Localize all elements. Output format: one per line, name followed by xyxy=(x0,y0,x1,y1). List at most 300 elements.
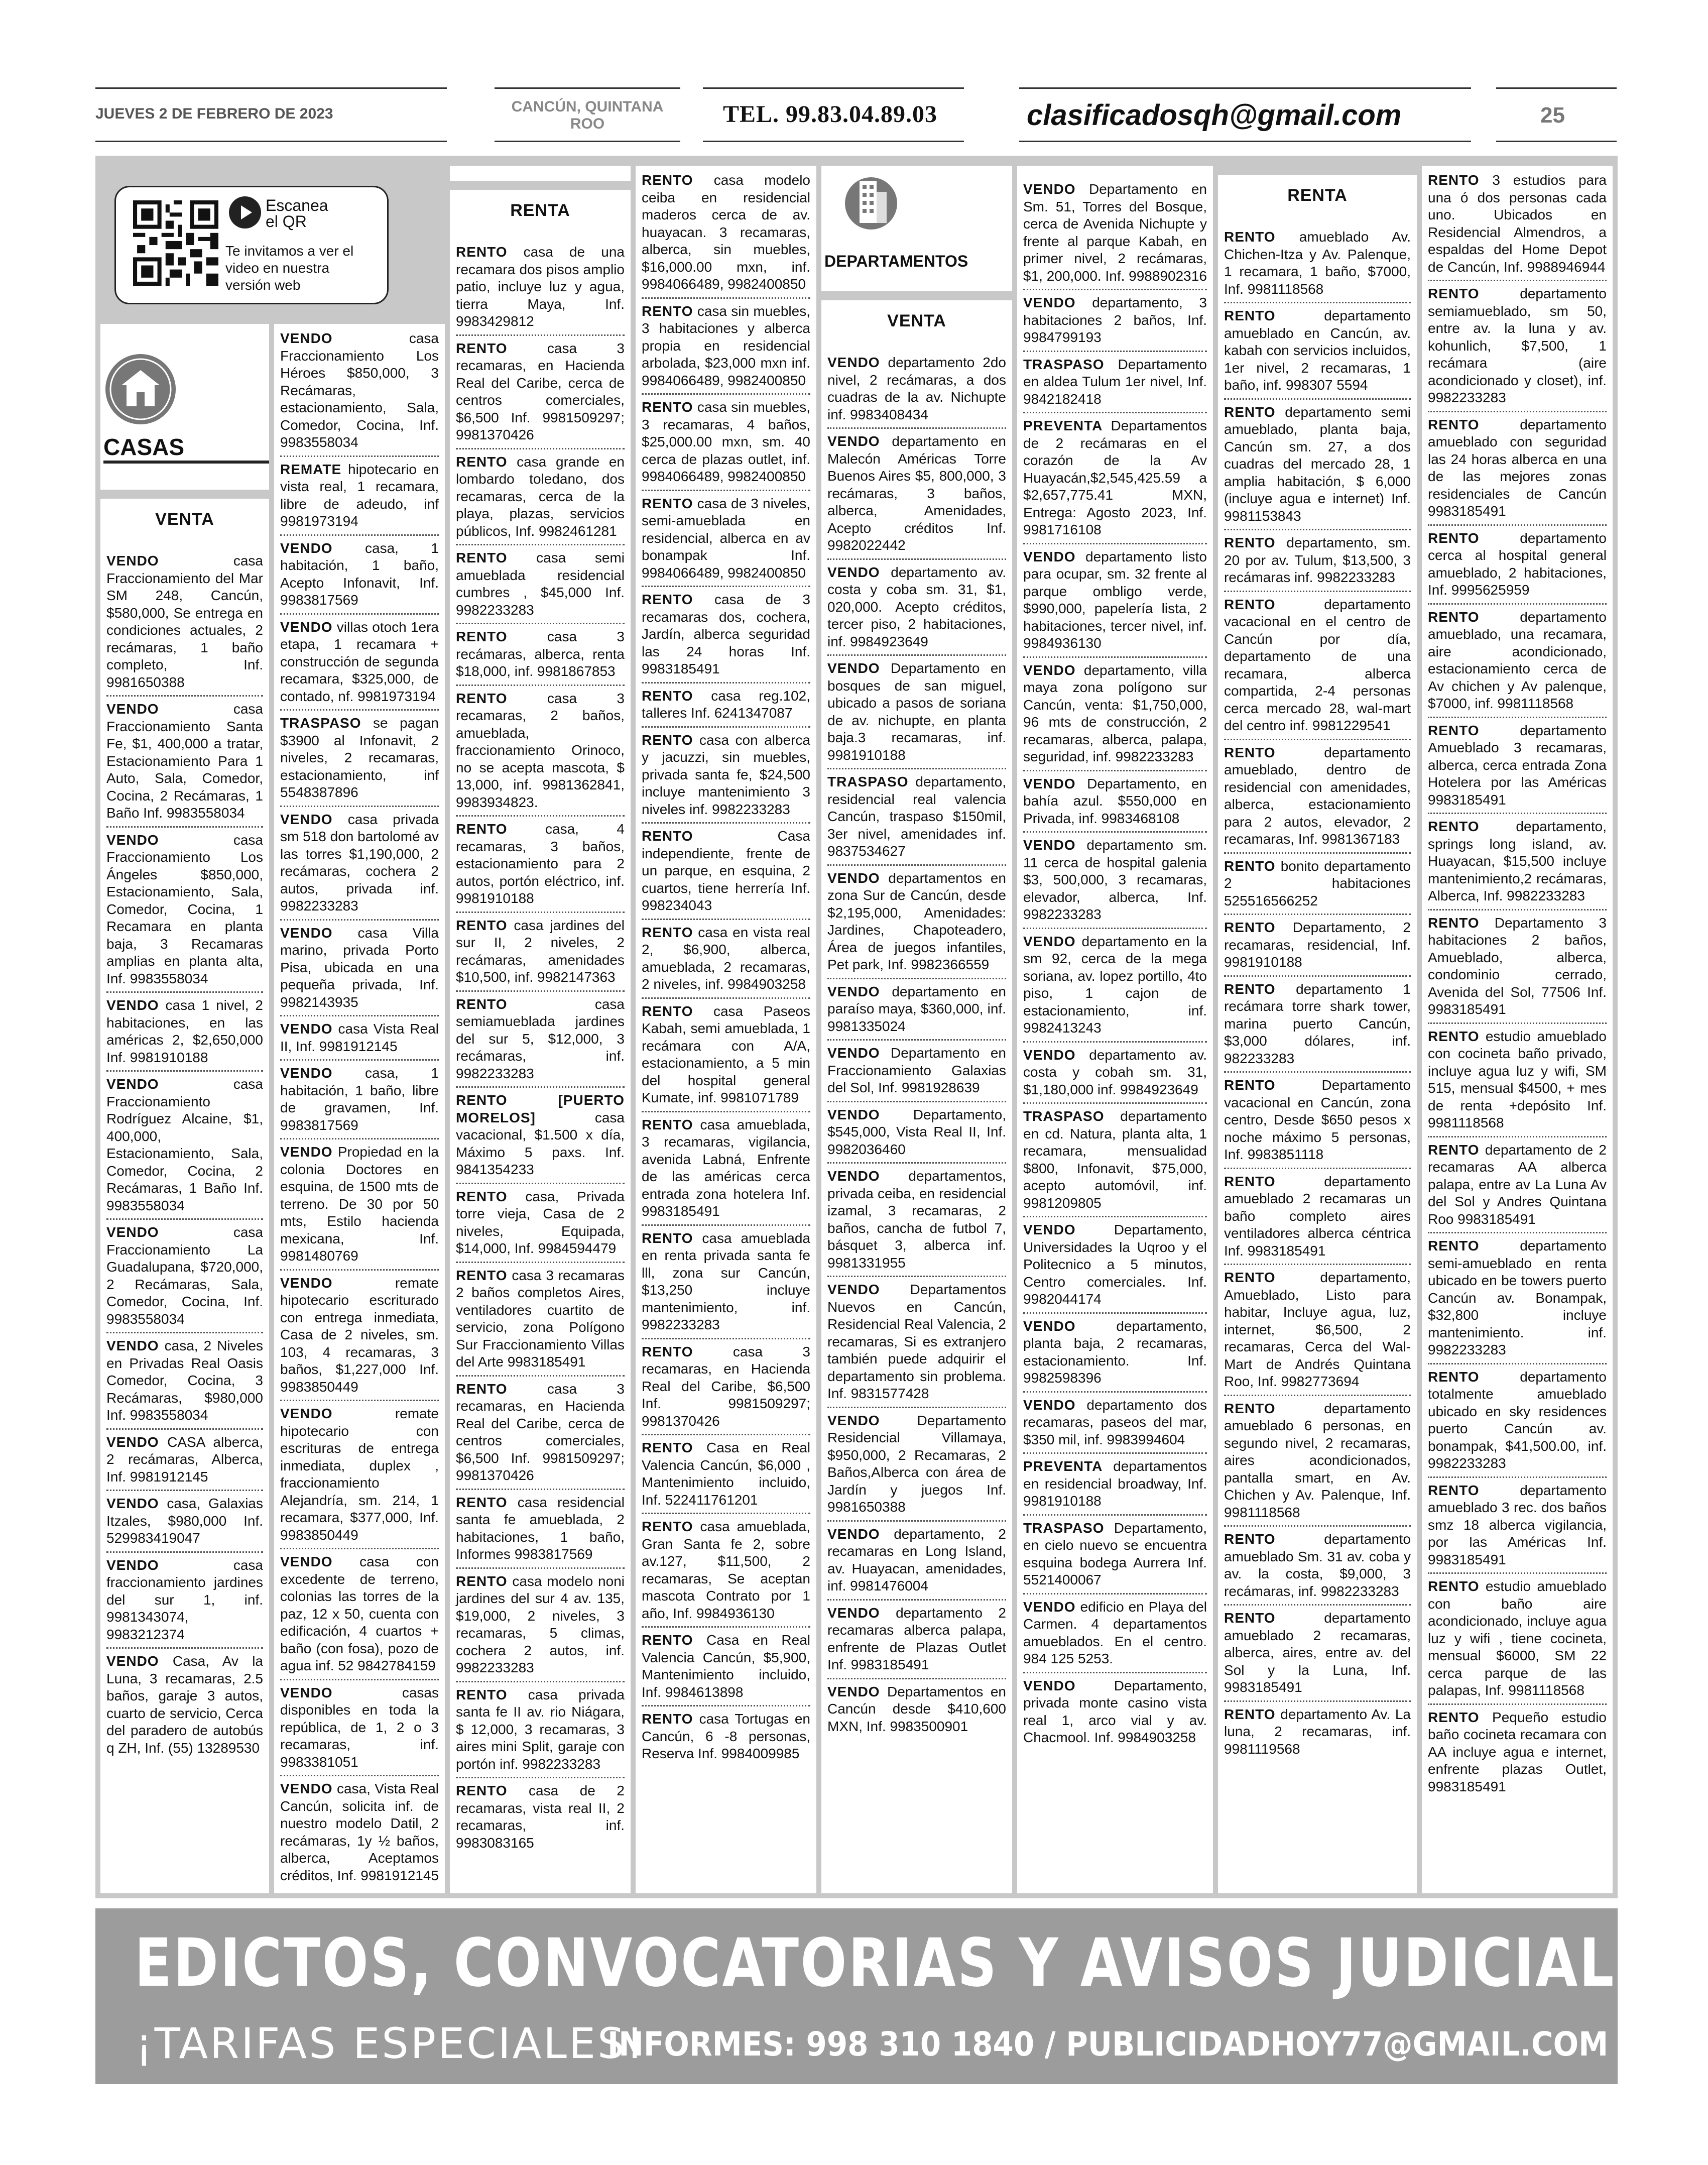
ad-text: Departamento, en cielo nuevo se encuentra esquina bodega Aurrera Inf. 5521400067 xyxy=(1023,1520,1207,1587)
column-6 xyxy=(1017,166,1213,1893)
ad-separator xyxy=(456,1183,625,1184)
ad-separator xyxy=(642,586,810,587)
ad-keyword: RENTO xyxy=(456,821,508,837)
classified-ad xyxy=(827,870,1006,975)
classified-ad xyxy=(642,1003,810,1108)
ad-text: casa semi amueblada residencial cumbres , $45,000 Inf. 9982233283 xyxy=(456,550,625,618)
ad-text: departamento 1 recámara torre shark tower, marina puerto Cancún, $3,000 dólares, inf. 982233283 xyxy=(1224,981,1411,1066)
ad-keyword: RENTO xyxy=(456,1381,508,1397)
ad-separator xyxy=(280,1059,439,1061)
ad-text: departamento semi-amueblado en renta ubicado en be towers puerto Cancún av. Bonampak, $32,800 incluye mantenimiento. inf. 9982233283 xyxy=(1428,1238,1607,1357)
ad-keyword: RENTO xyxy=(1428,530,1480,546)
ad-text: casa modelo ceiba en residencial maderos cerca de av. huayacan. 3 recamaras, alberca, sin muebles, $16,000.00 mxn, inf. 9984066489, 9982400850 xyxy=(642,172,810,292)
ad-separator xyxy=(280,1138,439,1140)
ad-keyword: RENTO xyxy=(642,688,693,704)
column-4 xyxy=(636,166,816,1893)
qr-code-icon[interactable] xyxy=(133,200,218,286)
ad-text: casa sin muebles, 3 recamaras, 4 baños, $25,000.00 mxn, sm. 40 cerca de plazas outlet, inf. 9984066489, 9982400850 xyxy=(642,399,810,484)
ad-separator xyxy=(827,1162,1006,1164)
page-number: 25 xyxy=(1540,103,1565,128)
classified-ad xyxy=(106,1337,263,1425)
ad-keyword: VENDO xyxy=(280,540,333,556)
ad-text: casa Fraccionamiento Rodríguez Alcaine, $1, 400,000, Estacionamiento, Sala, Comedor, Cocina, 2 Recámaras, 1 Baño Inf. 9983558034 xyxy=(106,1076,263,1213)
classified-ad xyxy=(456,1782,625,1853)
ad-text: casa de 3 recamaras dos, cochera, Jardín, alberca seguridad las 24 horas Inf. 9983185491 xyxy=(642,592,810,676)
ad-keyword: VENDO xyxy=(827,1683,880,1699)
ad-separator xyxy=(642,1705,810,1706)
ad-separator xyxy=(1023,1216,1207,1217)
ad-keyword: PREVENTA xyxy=(1023,418,1103,433)
ad-keyword: RENTO xyxy=(1224,1610,1276,1626)
ad-keyword: RENTO xyxy=(456,244,508,260)
classified-ad xyxy=(1428,285,1607,408)
ad-text: casa, 1 habitación, 1 baño, Acepto Infonavit, Inf. 9983817569 xyxy=(280,540,439,608)
classified-ad xyxy=(280,1144,439,1266)
qr-promo[interactable] xyxy=(114,186,389,304)
ad-separator xyxy=(456,1375,625,1377)
ad-keyword: VENDO xyxy=(1023,1047,1076,1063)
ad-text: departamentos, privada ceiba, en residencial izamal, 3 recamaras, 2 baños, cancha de futbol 7, básquet 3, alberca inf. 9981331955 xyxy=(827,1168,1006,1271)
classified-ad xyxy=(642,1439,810,1510)
ad-text: departamento sm. 11 cerca de hospital galenia $3, 500,000, 3 recamaras, elevador, alberca, Inf. 9982233283 xyxy=(1023,837,1207,922)
classified-ad xyxy=(106,1557,263,1645)
ad-keyword: RENTO xyxy=(1224,1173,1276,1189)
classified-ad xyxy=(642,1518,810,1623)
ad-separator xyxy=(1023,928,1207,929)
ad-keyword: RENTO xyxy=(1224,744,1276,760)
classified-ad xyxy=(642,1116,810,1221)
classified-ad xyxy=(456,549,625,620)
house-icon xyxy=(105,354,176,424)
classified-ad xyxy=(642,172,810,294)
classified-ad xyxy=(280,715,439,803)
ad-text: casa amueblada en renta privada santa fe lll, zona sur Cancún, $13,250 incluye mantenimiento, inf. 9982233283 xyxy=(642,1230,810,1332)
ad-keyword: RENTO xyxy=(1224,308,1276,323)
ad-separator xyxy=(456,685,625,686)
classified-ad xyxy=(827,1605,1006,1675)
ad-separator xyxy=(642,490,810,491)
ad-text: se pagan $3900 al Infonavit, 2 niveles, 2 recamaras, estacionamiento, inf 5548387896 xyxy=(280,715,439,800)
ad-keyword: VENDO xyxy=(106,832,159,848)
ad-text: Casa en Real Valencia Cancún, $5,900, Mantenimiento incluido, Inf. 9984613898 xyxy=(642,1632,810,1700)
classified-ad xyxy=(1428,1482,1607,1570)
ad-separator xyxy=(106,1647,263,1649)
ad-keyword: REMATE xyxy=(280,461,342,477)
ad-separator xyxy=(827,558,1006,560)
classified-ad xyxy=(106,832,263,989)
ad-keyword: RENTO xyxy=(1428,1238,1480,1254)
ad-text: amueblado Av. Chichen-Itza y Av. Palenque, 1 recamara, 1 baño, $7000, Inf. 9981118568 xyxy=(1224,229,1411,297)
ad-keyword: RENTO xyxy=(456,1573,508,1589)
classified-ad xyxy=(827,1281,1006,1404)
classified-ad xyxy=(1428,1142,1607,1229)
classified-ad xyxy=(1224,1706,1411,1759)
ad-separator xyxy=(827,1599,1006,1601)
classified-ad xyxy=(827,773,1006,861)
ad-text: CASA alberca, 2 recámaras, Alberca, Inf. 9981912145 xyxy=(106,1434,263,1485)
classified-ad xyxy=(1428,1369,1607,1473)
classified-ad xyxy=(1023,1458,1207,1511)
ad-separator xyxy=(827,978,1006,979)
ad-keyword: VENDO xyxy=(1023,1318,1076,1334)
ad-text: departamento amueblado, una recamara, aire acondicionado, estacionamiento cerca de Av chichen y Av palenque, $7000, inf. 9981118568 xyxy=(1428,609,1607,711)
classified-ad xyxy=(1023,548,1207,653)
ad-text: Departamento 3 habitaciones 2 baños, Amueblado, alberca, condominio cerrado, Avenida del Sol, 77506 Inf. 9983185491 xyxy=(1428,915,1607,1017)
ad-separator xyxy=(1023,1391,1207,1393)
classified-ad xyxy=(280,330,439,452)
ad-keyword: VENDO xyxy=(280,1684,333,1700)
ad-keyword: RENTO xyxy=(642,1632,693,1648)
ad-separator xyxy=(456,911,625,913)
ad-keyword: VENDO xyxy=(280,1406,333,1421)
ad-separator xyxy=(280,1679,439,1680)
ad-text: departamento, planta baja, 2 recamaras, estacionamiento. Inf. 9982598396 xyxy=(1023,1318,1207,1386)
ad-text: departamento en paraíso maya, $360,000, inf. 9981335024 xyxy=(827,983,1006,1034)
section-bar xyxy=(450,181,631,190)
ad-keyword: VENDO xyxy=(827,983,880,999)
classified-ad xyxy=(1224,1077,1411,1165)
ad-text: casa Villa marino, privada Porto Pisa, ubicada en una pequeña privada, Inf. 9982143935 xyxy=(280,925,439,1010)
ad-separator xyxy=(456,544,625,545)
ad-keyword: VENDO xyxy=(106,1557,159,1573)
ad-text: remate hipotecario con escrituras de entrega inmediata, duplex , fraccionamiento Alejandría, sm. 214, 1 recamara, $377,000, Inf. 9983850449 xyxy=(280,1406,439,1543)
column-1 xyxy=(100,324,269,1893)
play-icon[interactable] xyxy=(229,196,261,229)
ad-keyword: RENTO xyxy=(1428,1578,1480,1594)
classified-ad xyxy=(1224,1531,1411,1601)
ad-text: casa, Vista Real Cancún, solicita inf. de nuestro modelo Datil, 2 recámaras, 1y ½ baños, alberca, Aceptamos créditos, Inf. 9981912145 xyxy=(280,1781,439,1883)
classified-ad xyxy=(1023,662,1207,767)
classified-ad xyxy=(1428,818,1607,906)
ad-separator xyxy=(106,991,263,993)
classified-ad xyxy=(280,1780,439,1885)
ad-text: departamento av. costa y cobah sm. 31, $1,180,000 inf. 9984923649 xyxy=(1023,1047,1207,1097)
ad-keyword: VENDO xyxy=(1023,775,1076,791)
ad-separator xyxy=(642,997,810,999)
ads-list xyxy=(450,238,631,1853)
ad-separator xyxy=(642,1434,810,1435)
ad-text: casa reg.102, talleres Inf. 6241347087 xyxy=(642,688,810,721)
section-bar xyxy=(1218,166,1417,175)
ad-separator xyxy=(106,1428,263,1430)
ad-text: casa jardines del sur II, 2 niveles, 2 recámaras, amenidades $10,500, inf. 9982147363 xyxy=(456,917,625,985)
ad-separator xyxy=(1023,412,1207,413)
header-rule xyxy=(495,141,680,142)
ad-text: casa de una recamara dos pisos amplio patio, incluye luz y agua, tierra Maya, Inf. 9983429812 xyxy=(456,244,625,329)
ad-separator xyxy=(1023,1452,1207,1454)
ads-list xyxy=(1017,166,1213,1748)
ad-keyword: RENTO xyxy=(456,1494,508,1510)
ad-separator xyxy=(106,695,263,697)
section-bar xyxy=(100,490,269,499)
section-label-renta: RENTA xyxy=(510,201,570,220)
ad-keyword: RENTO xyxy=(1428,1028,1480,1044)
classified-ad xyxy=(456,340,625,445)
ad-text: casa, Privada torre vieja, Casa de 2 niveles, Equipada, $14,000, Inf. 9984594479 xyxy=(456,1188,625,1256)
ad-separator xyxy=(1428,524,1607,526)
ad-keyword: RENTO xyxy=(1224,981,1276,997)
ad-keyword: VENDO xyxy=(280,1065,333,1081)
ad-keyword: RENTO xyxy=(642,828,693,844)
classified-ad xyxy=(456,628,625,681)
classified-ad xyxy=(456,690,625,813)
ad-keyword: TRASPASO xyxy=(827,774,909,789)
ad-text: 3 estudios para una ó dos personas cada uno. Ubicados en Residencial Almendros, a espaldas del Home Depot de Cancún, Inf. 9988946944 xyxy=(1428,172,1607,275)
ad-keyword: VENDO xyxy=(1023,1599,1076,1615)
ad-keyword: VENDO xyxy=(827,1045,880,1061)
ad-text: Propiedad en la colonia Doctores en esquina, de 1500 mts de terreno. De 30 por 50 mts, Estilo hacienda mexicana, Inf. 9981480769 xyxy=(280,1144,439,1264)
ad-separator xyxy=(280,1548,439,1549)
classified-ad xyxy=(642,591,810,679)
ad-keyword: RENTO xyxy=(642,1343,693,1359)
classified-ad xyxy=(106,997,263,1067)
ad-text: departamento, Amueblado, Listo para habitar, Incluye agua, luz, internet, $6,500, 2 recamaras, Cerca del Wal-Mart de Andrés Quintana Roo, Inf. 9982773694 xyxy=(1224,1270,1411,1389)
ad-text: casa 3 recamaras 2 baños completos Aires, ventiladores cuartito de servicio, zona Polígono Sur Fraccionamiento Villas del Arte 9983185491 xyxy=(456,1267,625,1370)
ad-separator xyxy=(1428,1136,1607,1137)
classified-ad xyxy=(106,552,263,692)
ad-text: Casa, Av la Luna, 3 recamaras, 2.5 baños, garaje 3 autos, cuarto de servicio, Cerca del paradero de autobús q ZH, Inf. (55) 13289530 xyxy=(106,1653,263,1756)
ad-keyword: VENDO xyxy=(106,1224,159,1240)
ad-text: Departamento Residencial Villamaya, $950,000, 2 Recamaras, 2 Baños,Alberca con área de Jardín y juegos Inf. 9981650388 xyxy=(827,1412,1006,1515)
ad-keyword: RENTO xyxy=(456,453,508,470)
ad-keyword: VENDO xyxy=(106,1434,159,1450)
ad-separator xyxy=(280,1400,439,1401)
classified-ad xyxy=(456,1381,625,1486)
ad-separator xyxy=(1428,1476,1607,1478)
ad-separator xyxy=(280,709,439,711)
ad-separator xyxy=(827,1039,1006,1041)
ad-keyword: RENTO xyxy=(1428,172,1480,188)
classified-ad xyxy=(280,540,439,610)
ad-separator xyxy=(1224,1395,1411,1396)
classified-ad xyxy=(280,1405,439,1545)
ad-text: departamento 2 recamaras alberca palapa, enfrente de Plazas Outlet Inf. 9983185491 xyxy=(827,1605,1006,1672)
ad-separator xyxy=(1224,529,1411,530)
ad-separator xyxy=(280,534,439,536)
ad-keyword: RENTO xyxy=(1428,1709,1480,1725)
ad-keyword: RENTO xyxy=(456,340,508,356)
ad-keyword: VENDO xyxy=(106,701,159,717)
ad-keyword: RENTO xyxy=(642,592,693,607)
ads-list xyxy=(1218,222,1417,1759)
classified-ad xyxy=(642,1230,810,1335)
ad-text: Departamento, $545,000, Vista Real II, Inf. 9982036460 xyxy=(827,1106,1006,1157)
column-2 xyxy=(274,324,445,1893)
classified-ad xyxy=(1428,530,1607,600)
ad-text: casa 3 recámaras, alberca, renta $18,000, inf. 9981867853 xyxy=(456,629,625,679)
ad-text: Departamentos en Cancún desde $410,600 MXN, Inf. 9983500901 xyxy=(827,1683,1006,1734)
ad-separator xyxy=(1428,603,1607,605)
ad-text: casa con excedente de terreno, colonias las torres de la paz, 12 x 50, cuenta con edificación, 4 cuartos + baño (con fosa), pozo de agua inf. 52 9842784159 xyxy=(280,1554,439,1673)
ad-separator xyxy=(1428,1572,1607,1574)
classified-ad xyxy=(642,303,810,391)
ad-text: departamento de 2 recamaras AA alberca palapa, entre av La Luna Av del Sol y Andres Quintana Roo 9983185491 xyxy=(1428,1142,1607,1227)
ad-text: Casa independiente, frente de un parque, en esquina, 2 cuartos, tiene herrería Inf. 998234043 xyxy=(642,828,810,913)
header-rule xyxy=(495,87,680,89)
ad-text: casa Fraccionamiento La Guadalupana, $720,000, 2 Recámaras, Sala, Comedor, Cocina, Inf. 9983558034 xyxy=(106,1224,263,1327)
ad-keyword: VENDO xyxy=(1023,1677,1076,1693)
classified-ad xyxy=(1023,356,1207,409)
ad-text: casas disponibles en toda la república, de 1, 2 o 3 recamaras, inf. 9983381051 xyxy=(280,1684,439,1770)
header-email[interactable]: clasificadosqh@gmail.com xyxy=(1027,99,1402,132)
section-title-casas: CASAS xyxy=(103,433,269,464)
ad-keyword: RENTO xyxy=(1224,920,1276,935)
ad-separator xyxy=(1224,975,1411,977)
ads-list xyxy=(821,348,1012,1736)
classified-ad xyxy=(642,1632,810,1702)
classified-ad xyxy=(106,1653,263,1758)
ad-text: departamento av. costa y coba sm. 31, $1, 020,000. Acepto créditos, tercer piso, 2 habitaciones, inf. 9984923649 xyxy=(827,564,1006,649)
header-rule xyxy=(1496,87,1617,89)
classified-ad xyxy=(642,688,810,723)
ad-text: casa privada sm 518 don bartolomé av las torres $1,190,000, 2 recámaras, cochera 2 autos, privada inf. 9982233283 xyxy=(280,811,439,914)
ad-separator xyxy=(1428,1703,1607,1705)
ad-text: casa 3 recamaras, en Hacienda Real del Caribe, cerca de centros comerciales, $6,500 Inf. 9981509297; 9981370426 xyxy=(456,1381,625,1483)
ads-list xyxy=(636,166,816,1764)
ad-separator xyxy=(1224,852,1411,854)
banner-tarifas: ¡TARIFAS ESPECIALES! xyxy=(136,2019,646,2068)
ad-keyword: RENTO xyxy=(1224,404,1276,420)
ad-keyword: VENDO xyxy=(280,1275,333,1291)
classified-ad xyxy=(827,1526,1006,1596)
ad-separator xyxy=(1224,1071,1411,1073)
ad-separator xyxy=(827,1407,1006,1408)
ad-text: casa Fraccionamiento Santa Fe, $1, 400,000 a tratar, Estacionamiento Para 1 Auto, Sala, Comedor, Cocina, 2 Recámaras, 1 Baño Inf. 9983558034 xyxy=(106,701,263,821)
ad-separator xyxy=(456,448,625,449)
classified-ad xyxy=(280,1553,439,1676)
header-date: JUEVES 2 DE FEBRERO DE 2023 xyxy=(95,105,333,122)
ad-keyword: RENTO xyxy=(1224,596,1276,612)
ad-keyword: RENTO xyxy=(1428,416,1480,432)
ad-separator xyxy=(1023,1041,1207,1043)
ad-separator xyxy=(642,1626,810,1628)
ad-text: villas otoch 1era etapa, 1 recamara + construcción de segunda recamara, $325,000, de contado, nf. 9981973194 xyxy=(280,619,439,704)
ad-text: departamento totalmente amueblado ubicado en sky residences puerto Cancún av. bonampak, $41,500.00, inf. 9982233283 xyxy=(1428,1369,1607,1471)
ad-keyword: RENTO xyxy=(1224,1531,1276,1547)
ad-text: casa, Galaxias Itzales, $980,000 Inf. 529983419047 xyxy=(106,1496,263,1546)
classified-ad xyxy=(106,1495,263,1548)
classified-ad xyxy=(456,1092,625,1180)
classified-ad xyxy=(1023,837,1207,925)
ad-text: casa Fraccionamiento Los Héroes $850,000, 3 Recámaras, estacionamiento, Sala, Comedor, Cocina, Inf. 9983558034 xyxy=(280,330,439,450)
ad-keyword: RENTO xyxy=(1224,858,1276,874)
ad-keyword: VENDO xyxy=(280,811,333,827)
ad-keyword: VENDO xyxy=(827,1168,880,1184)
classified-ad xyxy=(1224,1400,1411,1523)
ad-text: casa 1 nivel, 2 habitaciones, en las américas 2, $2,650,000 Inf. 9981910188 xyxy=(106,997,263,1065)
building-icon xyxy=(843,166,899,241)
ad-separator xyxy=(1224,398,1411,400)
ad-keyword: RENTO xyxy=(1428,722,1480,738)
classified-ad xyxy=(1428,722,1607,810)
ad-text: casa, 4 recamaras, 3 baños, estacionamiento para 2 autos, portón eléctrico, inf. 9981910188 xyxy=(456,821,625,906)
ad-keyword: RENTO xyxy=(642,399,693,415)
ad-text: departamento, sm. 20 por av. Tulum, $13,500, 3 recámaras inf. 9982233283 xyxy=(1224,535,1411,585)
classified-ad xyxy=(280,811,439,916)
ad-keyword: VENDO xyxy=(280,330,333,346)
ad-keyword: RENTO xyxy=(456,1188,508,1204)
ad-keyword: VENDO xyxy=(1023,548,1076,564)
ad-separator xyxy=(642,1338,810,1339)
ad-separator xyxy=(456,815,625,817)
ad-keyword: VENDO xyxy=(106,1076,159,1092)
section-title-departamentos: DEPARTAMENTOS xyxy=(824,252,968,270)
classified-ad xyxy=(456,1686,625,1774)
ad-text: Departamento, privada monte casino vista real 1, arco vial y av. Chacmool. Inf. 9984903258 xyxy=(1023,1677,1207,1745)
ad-text: casa Paseos Kabah, semi amueblada, 1 recámara con A/A, estacionamiento, a 5 min del hospital general Kumate, inf. 9981071789 xyxy=(642,1003,810,1105)
ad-text: Departamento en Sm. 51, Torres del Bosque, cerca de Avenida Nichupte y frente al parque Kabah, en primer nivel, 2 recámaras, $1, 200,000. Inf. 9988902316 xyxy=(1023,181,1207,284)
classified-ad xyxy=(827,1683,1006,1737)
ad-keyword: VENDO xyxy=(106,1338,159,1353)
header-rule xyxy=(1496,141,1617,142)
classified-ad xyxy=(827,660,1006,765)
ad-separator xyxy=(456,1262,625,1263)
ad-keyword: RENTO xyxy=(642,495,693,511)
section-label-renta: RENTA xyxy=(1287,186,1348,205)
ad-keyword: RENTO xyxy=(456,690,508,706)
ad-keyword: RENTO xyxy=(1428,286,1480,301)
ad-separator xyxy=(642,822,810,824)
classified-ad xyxy=(1023,294,1207,348)
classified-ad xyxy=(642,1343,810,1431)
ad-separator xyxy=(280,806,439,807)
classified-ad xyxy=(1023,1397,1207,1450)
classified-ad xyxy=(1224,307,1411,395)
classified-ad xyxy=(1224,1610,1411,1697)
ad-separator xyxy=(1023,1312,1207,1314)
classified-ad xyxy=(1023,933,1207,1038)
ad-text: casa residencial santa fe amueblada, 2 habitaciones, 1 baño, Informes 9983817569 xyxy=(456,1494,625,1562)
ad-keyword: RENTO xyxy=(1428,1142,1480,1158)
ad-separator xyxy=(1224,302,1411,303)
renta-header xyxy=(450,181,631,231)
ad-separator xyxy=(1224,1700,1411,1702)
classified-ad xyxy=(1224,858,1411,911)
ad-text: casa Fraccionamiento del Mar SM 248, Cancún, $580,000, Se entrega en condiciones actuales, 2 recámaras, 1 baño completo, Inf. 9981650388 xyxy=(106,553,263,690)
ad-keyword: RENTO xyxy=(642,1003,693,1019)
ad-text: casa modelo noni jardines del sur 4 av. 135, $19,000, 2 niveles, 3 recamaras, 5 climas, cochera 2 autos, inf. 9982233283 xyxy=(456,1573,625,1675)
ad-separator xyxy=(1224,739,1411,740)
classified-ad xyxy=(1428,416,1607,521)
ad-keyword: RENTO xyxy=(642,1711,693,1727)
ad-text: Departamento, 2 recamaras, residencial, Inf. 9981910188 xyxy=(1224,920,1411,970)
ad-keyword: VENDO xyxy=(827,1412,880,1428)
classified-ad xyxy=(106,1076,263,1215)
ad-separator xyxy=(642,297,810,299)
ad-text: Departamentos de 2 recámaras en el corazón de la Av Huayacán,$2,545,425.59 a $2,657,775.41 MXN, Entrega: Agosto 2023, Inf. 9981716108 xyxy=(1023,418,1207,537)
ad-separator xyxy=(456,1086,625,1088)
ad-text: casa, 1 habitación, 1 baño, libre de gravamen, Inf. 9983817569 xyxy=(280,1065,439,1133)
classified-ad xyxy=(1023,1047,1207,1100)
ad-text: departamento en cd. Natura, planta alta, 1 recamara, mensualidad $800, Infonavit, $75,000, acepto automóvil, inf. 9981209805 xyxy=(1023,1108,1207,1211)
ad-keyword: RENTO xyxy=(456,996,508,1012)
classified-ad xyxy=(827,564,1006,652)
classified-ad xyxy=(1224,534,1411,588)
ad-keyword: RENTO xyxy=(642,924,693,940)
venta-header xyxy=(100,490,269,539)
header-rule xyxy=(95,87,447,89)
ad-separator xyxy=(1023,770,1207,771)
column-8 xyxy=(1422,166,1613,1893)
ad-text: departamento en Malecón Américas Torre Buenos Aires $5, 800,000, 3 recámaras, 3 baños, alberca, Amenidades, Acepto créditos Inf. 9982022442 xyxy=(827,433,1006,553)
ad-keyword: VENDO xyxy=(280,1021,333,1037)
classified-ad xyxy=(1224,981,1411,1069)
ad-separator xyxy=(1428,411,1607,412)
ad-text: Departamento en Fraccionamiento Galaxias del Sol, Inf. 9981928639 xyxy=(827,1045,1006,1095)
judicial-notices-banner[interactable] xyxy=(95,1908,1695,2084)
classified-ad xyxy=(642,399,810,487)
ad-text: departamento cerca al hospital general amueblado, 2 habitaciones, Inf. 9995625959 xyxy=(1428,530,1607,598)
